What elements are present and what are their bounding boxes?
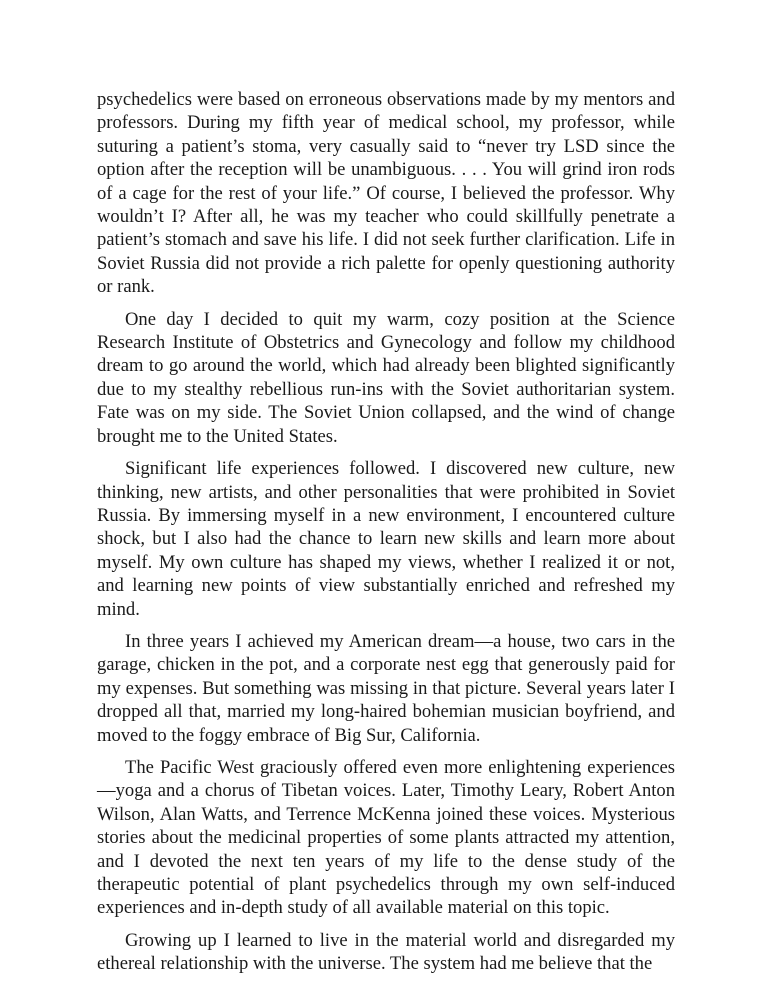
page-body bbox=[97, 88, 675, 976]
paragraph: One day I decided to quit my warm, cozy position at the Science Research Institute of Obstetrics and Gynecology and follow my childhood dream to go around the world, which had already been blighted significantly due to my stealthy rebellious run-ins with the Soviet authoritarian system. Fate was on my side. The Soviet Union collapsed, and the wind of change brought me to the United States. bbox=[97, 308, 675, 447]
paragraph: The Pacific West graciously offered even more enlightening experiences —yoga and a chorus of Tibetan voices. Later, Timothy Leary, Robert Anton Wilson, Alan Watts, and Terrence McKenna joined these voices. Mysterious stories about the medicinal properties of some plants attracted my attention, and I devoted the next ten years of my life to the dense study of the therapeutic potential of plant psychedelics through my own self-induced experiences and in-depth study of all available material on this topic. bbox=[97, 756, 675, 919]
paragraph: Significant life experiences followed. I discovered new culture, new thinking, new artists, and other personalities that were prohibited in Soviet Russia. By immersing myself in a new environment, I encountered culture shock, but I also had the chance to learn new skills and learn more about myself. My own culture has shaped my views, whether I realized it or not, and learning new points of view substantially enriched and refreshed my mind. bbox=[97, 458, 675, 620]
paragraph: In three years I achieved my American dream—a house, two cars in the garage, chicken in the pot, and a corporate nest egg that generously paid for my expenses. But something was missing in that picture. Several years later I dropped all that, married my long-haired bohemian musician boyfriend, and moved to the foggy embrace of Big Sur, California. bbox=[97, 630, 675, 746]
paragraph: Growing up I learned to live in the material world and disregarded my ethereal relationship with the universe. The system had me believe that the bbox=[97, 929, 675, 975]
paragraph-continuation: psychedelics were based on erroneous observations made by my mentors and professors. During my fifth year of medical school, my professor, while suturing a patient’s stoma, very casually said to “never try LSD since the option after the reception will be unambiguous. . . . You will grind iron rods of a cage for the rest of your life.” Of course, I believed the professor. Why wouldn’t I? After all, he was my teacher who could skillfully penetrate a patient’s stomach and save his life. I did not seek further clarification. Life in Soviet Russia did not provide a rich palette for openly questioning authority or rank. bbox=[97, 89, 675, 298]
